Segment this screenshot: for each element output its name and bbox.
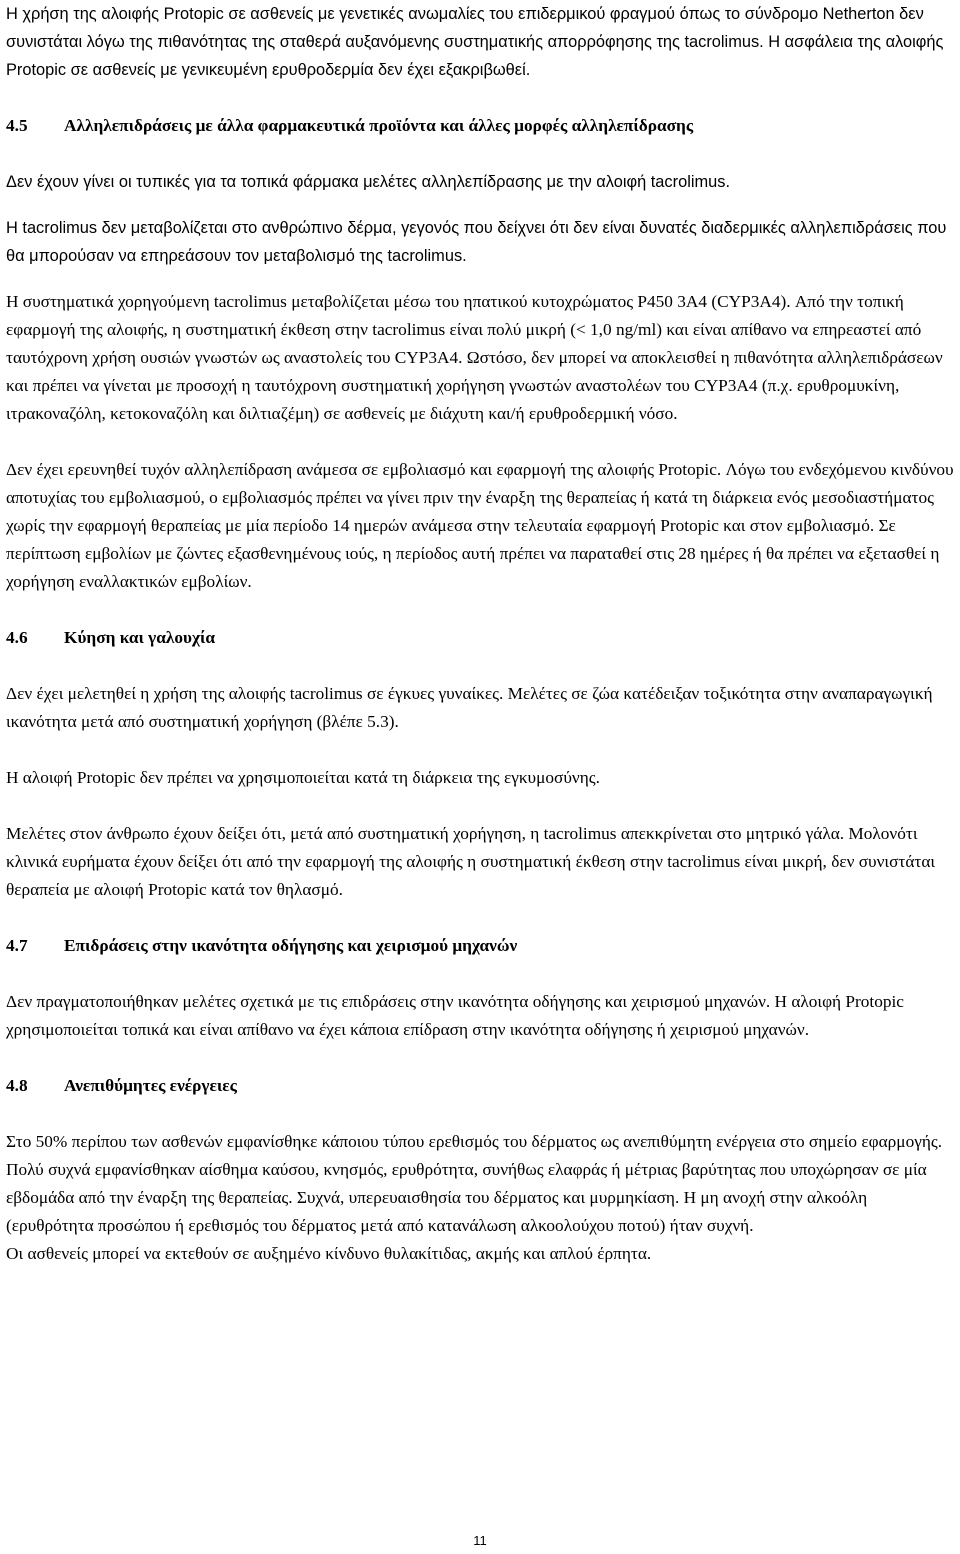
paragraph: Μελέτες στον άνθρωπο έχουν δείξει ότι, μετά από συστηματική χορήγηση, η tacrolimus απεκκρίνεται στο μητρικό γάλα. Μολονότι κλινικά ευρήματα έχουν δείξει ότι από την εφαρμογή της αλοιφής η συστηματική έκθεση στην tacrolimus είναι μικρή, δεν συνιστάται θεραπεία με αλοιφή Protopic κατά τον θηλασμό.: [6, 824, 936, 899]
paragraph: Η tacrolimus δεν μεταβολίζεται στο ανθρώπινο δέρμα, γεγονός που δείχνει ότι δεν είναι δυνατές διαδερμικές αλληλεπιδράσεις που θα μπορούσαν να επηρεάσουν τον μεταβολισμό της tacrolimus.: [6, 219, 947, 265]
intro-paragraph: Η χρήση της αλοιφής Protopic σε ασθενείς με γενετικές ανωμαλίες του επιδερμικού φραγμού όπως το σύνδρομο Netherton δεν συνιστάται λόγω της πιθανότητας της σταθερά αυξανόμενης συστηματικής απορρόφησης της tacrolimus. Η ασφάλεια της αλοιφής Protopic σε ασθενείς με γενικευμένη ερυθροδερμία δεν έχει εξακριβωθεί.: [6, 5, 944, 79]
section-title: Αλληλεπιδράσεις με άλλα φαρμακευτικά προϊόντα και άλλες μορφές αλληλεπίδρασης: [64, 116, 694, 135]
section-number: 4.8: [6, 1076, 28, 1095]
section-title: Ανεπιθύμητες ενέργειες: [64, 1076, 237, 1095]
paragraph: Η συστηματικά χορηγούμενη tacrolimus μεταβολίζεται μέσω του ηπατικού κυτοχρώματος P450 3A4 (CYP3A4). Από την τοπική εφαρμογή της αλοιφής, η συστηματική έκθεση στην tacrolimus είναι πολύ μικρή (< 1,0 ng/ml) και είναι απίθανο να επηρεαστεί από ταυτόχρονη χρήση ουσιών γνωστών ως αναστολείς του CYP3A4. Ωστόσο, δεν μπορεί να αποκλεισθεί η πιθανότητα αλληλεπιδράσεων και πρέπει να γίνεται με προσοχή η ταυτόχρονη συστηματική χορήγηση γνωστών αναστολέων του CYP3A4 (π.χ. ερυθρομυκίνη, ιτρακοναζόλη, κετοκοναζόλη και διλτιαζέμη) σε ασθενείς με διάχυτη και/ή ερυθροδερμική νόσο.: [6, 292, 943, 423]
paragraph: Στο 50% περίπου των ασθενών εμφανίσθηκε κάποιου τύπου ερεθισμός του δέρματος ως ανεπιθύμητη ενέργεια στο σημείο εφαρμογής. Πολύ συχνά εμφανίσθηκαν αίσθημα καύσου, κνησμός, ερυθρότητα, συνήθως ελαφράς ή μέτριας βαρύτητας που υποχώρησαν σε μία εβδομάδα από την έναρξη της θεραπείας. Συχνά, υπερευαισθησία του δέρματος και μυρμηκίαση. Η μη ανοχή στην αλκοόλη (ερυθρότητα προσώπου ή ερεθισμός του δέρματος μετά από κατανάλωση αλκοολούχου ποτού) ήταν συχνή.: [6, 1132, 943, 1235]
section-number: 4.7: [6, 936, 28, 955]
section-title: Κύηση και γαλουχία: [64, 628, 215, 647]
paragraph: Δεν πραγματοποιήθηκαν μελέτες σχετικά με τις επιδράσεις στην ικανότητα οδήγησης και χειρισμού μηχανών. Η αλοιφή Protopic χρησιμοποιείται τοπικά και είναι απίθανο να έχει κάποια επίδραση στην ικανότητα οδήγησης ή χειρισμού μηχανών.: [6, 992, 904, 1039]
section-heading-4-6: [6, 624, 954, 652]
paragraph: Δεν έχει μελετηθεί η χρήση της αλοιφής tacrolimus σε έγκυες γυναίκες. Μελέτες σε ζώα κατέδειξαν τοξικότητα στην αναπαραγωγική ικανότητα μετά από συστηματική χορήγηση (βλέπε 5.3).: [6, 684, 933, 731]
section-number: 4.5: [6, 116, 28, 135]
section-title: Επιδράσεις στην ικανότητα οδήγησης και χειρισμού μηχανών: [64, 936, 518, 955]
page-number: 11: [473, 1533, 487, 1548]
paragraph: Δεν έχει ερευνηθεί τυχόν αλληλεπίδραση ανάμεσα σε εμβολιασμό και εφαρμογή της αλοιφής Protopic. Λόγω του ενδεχόμενου κινδύνου αποτυχίας του εμβολιασμού, ο εμβολιασμός πρέπει να γίνει πριν την έναρξη της θεραπείας ή κατά τη διάρκεια ενός μεσοδιαστήματος χωρίς την εφαρμογή θεραπείας με μία περίοδο 14 ημερών ανάμεσα στην τελευταία εφαρμογή Protopic και στον εμβολιασμό. Σε περίπτωση εμβολίων με ζώντες εξασθενημένους ιούς, η περίοδος αυτή πρέπει να παραταθεί στις 28 ημέρες ή θα πρέπει να εξετασθεί η χορήγηση εναλλακτικών εμβολίων.: [6, 460, 954, 591]
section-heading-4-8: [6, 1072, 954, 1100]
section-number: 4.6: [6, 628, 28, 647]
document-page: [6, 0, 954, 1268]
section-heading-4-5: [6, 112, 954, 140]
paragraph: Δεν έχουν γίνει οι τυπικές για τα τοπικά φάρμακα μελέτες αλληλεπίδρασης με την αλοιφή tacrolimus.: [6, 173, 730, 191]
paragraph: Η αλοιφή Protopic δεν πρέπει να χρησιμοποιείται κατά τη διάρκεια της εγκυμοσύνης.: [6, 768, 600, 787]
paragraph: Οι ασθενείς μπορεί να εκτεθούν σε αυξημένο κίνδυνο θυλακίτιδας, ακμής και απλού έρπητα.: [6, 1244, 652, 1263]
section-heading-4-7: [6, 932, 954, 960]
